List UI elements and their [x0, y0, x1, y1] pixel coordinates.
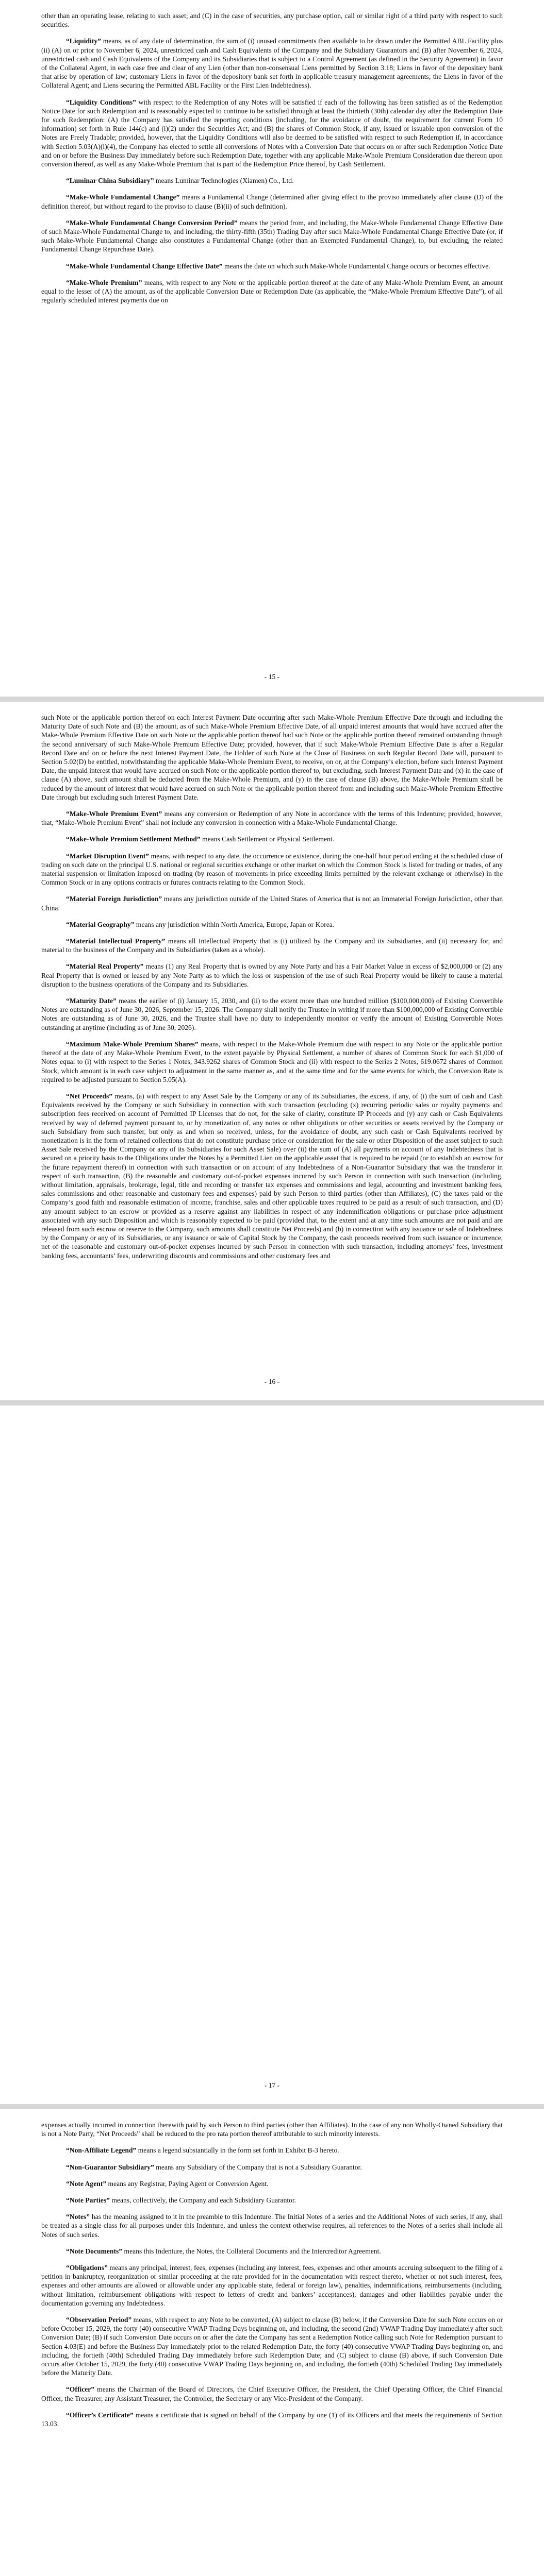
definition-paragraph — [41, 2179, 503, 2188]
definition-paragraph — [41, 2385, 503, 2402]
defined-term: “Officer” — [66, 2385, 95, 2394]
defined-term: “Make-Whole Fundamental Change Effective Date” — [66, 262, 223, 270]
definition-paragraph — [41, 894, 503, 912]
defined-term: “Make-Whole Fundamental Change” — [66, 193, 180, 201]
page-body — [41, 2121, 503, 2428]
definition-text: such Note or the applicable portion thereof on each Interest Payment Date occurring after such Make-Whole Premium Effective Date through and including the Maturity Date of such Note and (B) the amount, as of such Make-Whole Premium Effective Date, of all unpaid interest amounts that would have accrued after the Make-Whole Premium Effective Date on such Note or the applicable portion thereof had such Note or the applicable portion thereof remained outstanding through the second anniversary of such Make-Whole Premium Effective Date; provided, however, that if such Make-Whole Premium Effective Date is after a Regular Record Date and on or before the next Interest Payment Date, the Holder of such Note at the Close of Business on such Regular Record Date will, pursuant to Section 5.02(D) be entitled, notwithstanding the applicable Make-Whole Premium Event, to receive, on or, at the Company’s election, before such Interest Payment Date, the unpaid interest that would have accrued on such Note or the applicable portion thereof to, but excluding, such Interest Payment Date and (x) in the case of clause (A) above, such amount shall be deducted from the Make-Whole Premium, and (y) in the case of clause (B) above, the Make-Whole Premium shall be reduced by the amount of interest that would have accrued on such Note or the applicable portion thereof from and including such Make-Whole Premium Effective Date through but excluding such Interest Payment Date. — [41, 714, 503, 801]
definition-text: means Luminar Technologies (Xiamen) Co., Ltd. — [154, 177, 294, 185]
definition-paragraph — [41, 218, 503, 254]
definition-text: means any Registrar, Paying Agent or Conversion Agent. — [106, 2179, 269, 2188]
defined-term: “Obligations” — [66, 2264, 108, 2272]
defined-term: “Make-Whole Fundamental Change Conversion Period” — [66, 218, 238, 227]
definition-text: means a certificate that is signed on behalf of the Company by one (1) of its Officers and that meets the requirements of Section 13.03. — [41, 2411, 503, 2428]
definition-text: means, (a) with respect to any Asset Sale by the Company or any of its Subsidiaries, the excess, if any, of (i) the sum of cash and Cash Equivalents received by the Company or such Subsidiary in connection with such transaction (excluding (x) recurring periodic sales or royalty payments and subscription fees received on account of Permitted IP Licenses that do not, for the sake of clarity, constitute IP Proceeds and (y) any cash or Cash Equivalents received by way of deferred payment pursuant to, or by monetization of, any notes or other obligations or other securities or assets received by the Company or such Subsidiary from such transfer, but only as and when so received, unless, for the avoidance of doubt, any such cash or Cash Equivalents received by monetization is in the form of retained collections that do not constitute purchase price or consideration for the sale or other Disposition of the asset subject to such Asset Sale received by the Company or any of its Subsidiaries for such Asset Sale) over (ii) the sum of (A) all payments on account of any Indebtedness that is secured on a priority basis to the Obligations under the Notes by a Permitted Lien on the applicable asset that is required to be repaid (or to establish an escrow for the future repayment thereof) in connection with such transaction or on account of any Indebtedness of a Non-Guarantor Subsidiary that was the transferor in respect of such transaction, (B) the reasonable and customary out-of-pocket expenses incurred by such Person in connection with such transaction (including, without limitation, appraisals, brokerage, legal, title and recording or transfer tax expenses and commissions and legal, accounting and investment banking fees, sales commissions and other reasonable and customary fees and expenses) paid by such Person to third parties (other than Affiliates), (C) the taxes paid or the Company’s good faith and reasonable estimation of income, franchise, sales and other applicable taxes required to be paid as a result of such transaction, and (D) any amount subject to an escrow or provided as a reserve against any liabilities in respect of any indemnification obligations or purchase price adjustment associated with any such Disposition and which is reasonably expected to be paid (provided that, to the extent and at any time such amounts are not paid and are released from such escrow or reserve to the Company, such amounts shall constitute Net Proceeds) and (b) in connection with any issuance or sale of Indebtedness by the Company or any of its Subsidiaries, or any issuance or sale of Capital Stock by the Company, the cash proceeds received from such issuance or incurrence, net of the reasonable and customary out-of-pocket expenses incurred by such Person in connection with such transaction, including attorneys’ fees, investment banking fees, accountants’ fees, underwriting discounts and commissions and other customary fees and — [41, 1092, 503, 1260]
definition-paragraph — [41, 920, 503, 929]
defined-term: “Make-Whole Premium Event” — [66, 810, 162, 818]
defined-term: “Note Parties” — [66, 2196, 110, 2205]
page-number: - 16 - — [264, 1378, 280, 1385]
document-page-4 — [0, 2109, 544, 2576]
definition-text: means (1) any Real Property that is owned by any Note Party and has a Fair Market Value in excess of $2,000,000 or (2) any Real Property that is owned or leased by any Note Party as to which the loss or suspension of the use of such Real Property would be likely to cause a material disruption to the business operations of the Company and its Subsidiaries. — [41, 962, 503, 988]
continuation-paragraph — [41, 2121, 503, 2138]
definition-text: means Cash Settlement or Physical Settlement. — [200, 835, 334, 843]
definition-text: means the period from, and including, the Make-Whole Fundamental Change Effective Date of such Make-Whole Fundamental Change to, and including, the thirty-fifth (35th) Trading Day after such Make-Whole Fundamental Change Effective Date (or, if such Make-Whole Fundamental Change also constitutes a Fundamental Change (other than an Exempted Fundamental Change), to, but excluding, the related Fundamental Change Repurchase Date). — [41, 218, 503, 253]
definition-paragraph — [41, 98, 503, 169]
defined-term: “Material Geography” — [66, 920, 135, 928]
definition-text: means any jurisdiction outside of the United States of America that is not an Immaterial Foreign Jurisdiction, other than China. — [41, 895, 503, 912]
definition-text: means a Fundamental Change (determined after giving effect to the proviso immediately after clause (D) of the definition thereof, but without regard to the proviso to clause (B)(ii) of such definition). — [41, 193, 503, 210]
definition-paragraph — [41, 262, 503, 270]
definition-paragraph — [41, 937, 503, 954]
definition-paragraph — [41, 962, 503, 989]
defined-term: “Non-Affiliate Legend” — [66, 2146, 137, 2155]
document-page-2 — [0, 702, 544, 1400]
defined-term: “Material Real Property” — [66, 962, 144, 971]
continuation-paragraph — [41, 713, 503, 802]
definition-paragraph — [41, 2163, 503, 2172]
definition-text: means a legend substantially in the form set forth in Exhibit B-3 hereto. — [136, 2146, 339, 2155]
definition-paragraph — [41, 176, 503, 185]
page-body — [41, 11, 503, 304]
definition-text: other than an operating lease, relating to such asset; and (C) in the case of securities, any purchase option, call or similar right of a third party with respect to such securities. — [41, 12, 503, 29]
defined-term: “Liquidity” — [66, 37, 101, 45]
definition-paragraph — [41, 278, 503, 305]
definition-text: means any Subsidiary of the Company that is not a Subsidiary Guarantor. — [154, 2163, 362, 2171]
document-page-1 — [0, 0, 544, 697]
defined-term: “Make-Whole Premium” — [66, 278, 142, 286]
definition-paragraph — [41, 1092, 503, 1260]
definition-text: means any jurisdiction within North America, Europe, Japan or Korea. — [134, 920, 335, 928]
definition-text: means all Intellectual Property that is (i) utilized by the Company and its Subsidiaries, and (ii) necessary for, and material to the business of the Company and its Subsidiaries (taken as a whole). — [41, 937, 503, 954]
definition-paragraph — [41, 2196, 503, 2205]
defined-term: “Market Disruption Event” — [66, 852, 150, 860]
defined-term: “Make-Whole Premium Settlement Method” — [66, 835, 201, 843]
definition-text: means, with respect to any Note or the applicable portion thereof at the date of any Make-Whole Premium Event, an amount equal to the lesser of (A) the amount, as of the applicable Conversion Date or Redemption Date (as applicable, the “Make-Whole Premium Effective Date”), of all regularly scheduled interest payments due on — [41, 278, 503, 304]
definition-paragraph — [41, 852, 503, 887]
definition-text: means, as of any date of determination, the sum of (i) unused commitments then available to be drawn under the Permitted ABL Facility plus (ii) (A) on or prior to November 6, 2024, unrestricted cash and Cash Equivalents of the Company and the Subsidiary Guarantors and (B) after November 6, 2024, unrestricted cash and Cash Equivalents of the Company and its Subsidiaries that is subject to a Control Agreement (as defined in the Security Agreement) in favor of the Collateral Agent, in each case free and clear of any Lien (other than non-consensual Liens permitted by Section 3.18; Liens in favor of the depositary bank that arise by operation of law; customary Liens in favor of the depository bank set forth in applicable treasury management agreements; the Liens in favor of the Collateral Agent; and Liens securing the Permitted ABL Facility or the First Lien Indebtedness). — [41, 37, 503, 90]
definition-text: means, with respect to the Make-Whole Premium due with respect to any Note or the applicable portion thereof at the date of any Make-Whole Premium Event, to the extent payable by Physical Settlement, a number of shares of Common Stock for each $1,000 of Notes equal to (i) with respect to the Series 1 Notes, 343.9262 shares of Common Stock and (ii) with respect to the Series 2 Notes, 619.0672 shares of Common Stock, which amount is in each case subject to adjustment in the same manner as, and at the same time and for the same events for which, the Conversion Rate is required to be adjusted pursuant to Section 5.05(A). — [41, 1040, 503, 1083]
definition-text: means the earlier of (i) January 15, 2030, and (ii) to the extent more than one hundred million ($100,000,000) of Existing Convertible Notes are outstanding as of June 30, 2026, September 15, 2026. The Company shall notify the Trustee in writing if more than $100,000,000 of Existing Convertible Notes are outstanding as of June 30, 2026, and the Trustee shall have no duty to independently monitor or verify the amount of Existing Convertible Notes outstanding at anytime (including as of June 30, 2026). — [41, 997, 503, 1031]
definition-text: means, collectively, the Company and each Subsidiary Guarantor. — [109, 2196, 296, 2205]
page-body — [41, 713, 503, 1260]
definition-text: means any principal, interest, fees, expenses (including any interest, fees, expenses and other amounts accruing subsequent to the filing of a petition in bankruptcy, reorganization or similar proceeding at the rate provided for in the documentation with respect thereto, whether or not such interest, fees, expenses and other amounts are allowed or allowable under any applicable state, federal or foreign law), penalties, indemnifications, reimbursements (including, without limitation, reimbursement obligations with respect to letters of credit and bankers’ acceptances), damages and other liabilities payable under the documentation governing any Indebtedness. — [41, 2264, 503, 2307]
definition-paragraph — [41, 193, 503, 210]
defined-term: “Net Proceeds” — [66, 1092, 113, 1100]
document-page-3 — [0, 1405, 544, 2104]
defined-term: “Luminar China Subsidiary” — [66, 177, 154, 185]
definition-paragraph — [41, 2315, 503, 2377]
definition-text: means, with respect to any date, the occurrence or existence, during the one-half hour period ending at the scheduled close of trading on such date on the principal U.S. national or regional securities exchange or other market on which the Common Stock is listed for trading or trades, of any material suspension or limitation imposed on trading (by reason of movements in price exceeding limits permitted by the relevant exchange or otherwise) in the Common Stock or in any options contracts or futures contracts relating to the Common Stock. — [41, 852, 503, 887]
definition-paragraph — [41, 1040, 503, 1084]
page-number: - 15 - — [264, 673, 280, 681]
definition-text: expenses actually incurred in connection therewith paid by such Person to third parties (other than Affiliates). In the case of any non Wholly-Owned Subsidiary that is not a Note Party, “Net Proceeds” shall be reduced to the pro rata portion thereof attributable to such minority interests. — [41, 2121, 503, 2138]
definition-paragraph — [41, 809, 503, 827]
definition-text: means, with respect to any Note to be converted, (A) subject to clause (B) below, if the Conversion Date for such Note occurs on or before October 15, 2029, the forty (40) consecutive VWAP Trading Days beginning on, and including, the second (2nd) VWAP Trading Day immediately after such Conversion Date; (B) if such Conversion Date occurs on or after the date the Company has sent a Redemption Notice calling such Note for Redemption pursuant to Section 4.03(E) and before the Business Day immediately prior to the related Redemption Date, the forty (40) consecutive VWAP Trading Days beginning on, and including, the fortieth (40th) Scheduled Trading Day immediately before such Redemption Date; and (C) subject to clause (B) above, if such Conversion Date occurs after October 15, 2029, the forty (40) consecutive VWAP Trading Days beginning on, and including, the fortieth (40th) Scheduled Trading Day immediately before the Maturity Date. — [41, 2316, 503, 2377]
page-number: - 17 - — [264, 2081, 280, 2089]
definition-paragraph — [41, 996, 503, 1032]
definition-text: means any conversion or Redemption of any Note in accordance with the terms of this Indenture; provided, however, that, “Make-Whole Premium Event” shall not include any conversion in connection with a Make-Whole Fundamental Change. — [41, 810, 503, 827]
defined-term: “Material Intellectual Property” — [66, 937, 166, 945]
definition-paragraph — [41, 2263, 503, 2308]
definition-paragraph — [41, 2146, 503, 2155]
continuation-paragraph — [41, 11, 503, 29]
defined-term: “Notes” — [66, 2213, 90, 2221]
definition-paragraph — [41, 2212, 503, 2239]
defined-term: “Note Documents” — [66, 2247, 123, 2255]
definition-text: means the Chairman of the Board of Directors, the Chief Executive Officer, the President, the Chief Operating Officer, the Chief Financial Officer, the Treasurer, any Assistant Treasurer, the Controller, the Secretary or any Vice-President of the Company. — [41, 2385, 503, 2402]
defined-term: “Maturity Date” — [66, 997, 117, 1005]
definition-paragraph — [41, 835, 503, 843]
definition-paragraph — [41, 37, 503, 90]
definition-paragraph — [41, 2247, 503, 2256]
definition-text: means the date on which such Make-Whole Fundamental Change occurs or becomes effective. — [222, 262, 490, 270]
defined-term: “Material Foreign Jurisdiction” — [66, 895, 162, 903]
defined-term: “Non-Guarantor Subsidiary” — [66, 2163, 154, 2171]
defined-term: “Officer’s Certificate” — [66, 2411, 134, 2419]
definition-text: with respect to the Redemption of any Notes will be satisfied if each of the following has been satisfied as of the Redemption Notice Date for such Redemption and is reasonably expected to continue to be satisfied through at least the thirtieth (30th) calendar day after the Redemption Date for such Redemption: (A) the Company has satisfied the reporting conditions (including, for the avoidance of doubt, the requirement for current Form 10 information) set forth in Rule 144(c) and (i)(2) under the Securities Act; and (B) the shares of Common Stock, if any, issued or issuable upon conversion of the Notes are Freely Tradable; provided, however, that the Liquidity Conditions will also be deemed to be satisfied with respect to such Redemption if, in accordance with Section 5.03(A)(i)(4), the Company has elected to settle all conversions of Notes with a Conversion Date that occurs on or after such Redemption Notice Date and on or before the Business Day immediately before such Redemption Date, together with any applicable Make-Whole Premium Consideration due thereon upon conversion thereof, as well as any Make-Whole Premium that is part of the Redemption Price thereof, by Cash Settlement. — [41, 98, 503, 168]
defined-term: “Note Agent” — [66, 2179, 107, 2188]
defined-term: “Observation Period” — [66, 2316, 132, 2324]
definition-text: means this Indenture, the Notes, the Collateral Documents and the Intercreditor Agreement. — [122, 2247, 381, 2255]
defined-term: “Liquidity Conditions” — [66, 98, 136, 106]
definition-paragraph — [41, 2411, 503, 2428]
definition-text: has the meaning assigned to it in the preamble to this Indenture. The Initial Notes of a series and the Additional Notes of such series, if any, shall be treated as a single class for all purposes under this Indenture, and unless the context otherwise requires, all references to the Notes of a series shall include all Notes of such series. — [41, 2213, 503, 2239]
defined-term: “Maximum Make-Whole Premium Shares” — [66, 1040, 199, 1048]
